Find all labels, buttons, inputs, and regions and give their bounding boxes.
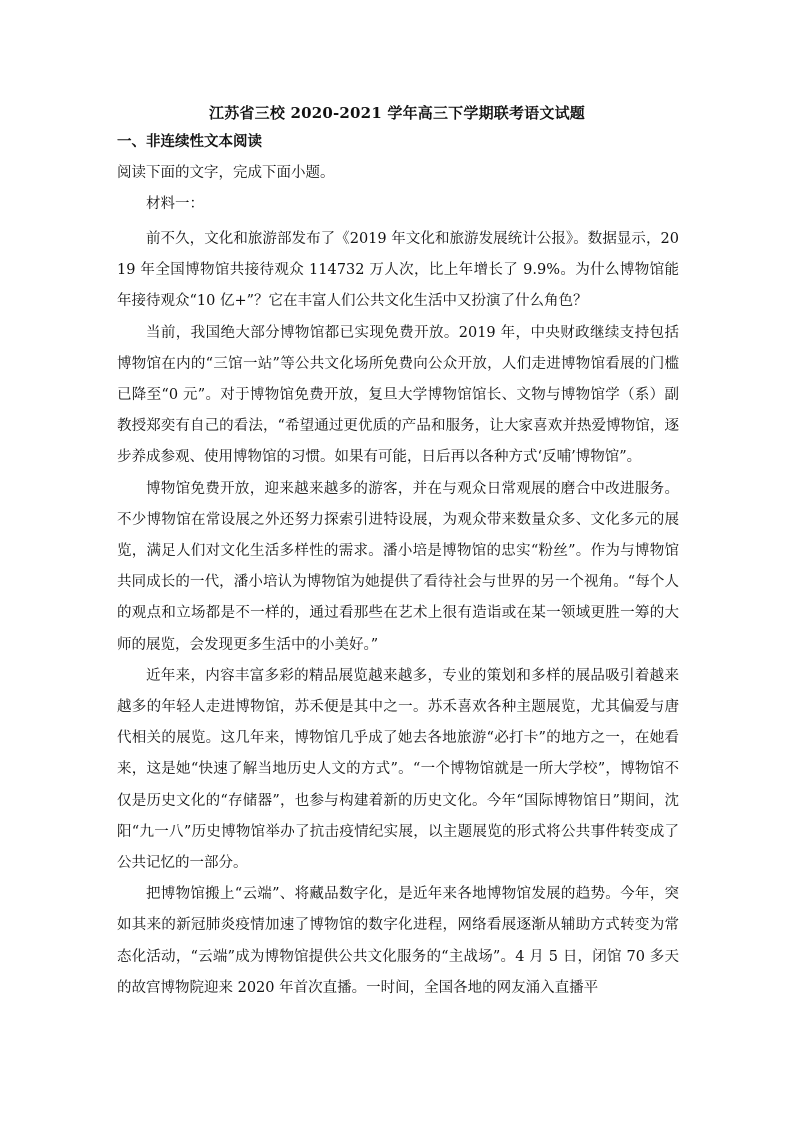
article-body: [117, 224, 679, 1004]
document-title: 江苏省三校 2020-2021 学年高三下学期联考语文试题: [209, 104, 585, 122]
material-label: 材料一：: [146, 196, 204, 212]
paragraph-3: 博物馆免费开放，迎来越来越多的游客，并在与观众日常观展的磨合中改进服务。不少博物馆在常设展之外还努力探索引进特设展，为观众带来数量众多、文化多元的展览，满足人们对文化生活多样性的需求。潘小培是博物馆的忠实“粉丝”。作为与博物馆共同成长的一代，潘小培认为博物馆为她提供了看待社会与世界的另一个视角。“每个人的观点和立场都是不一样的，通过看那些在艺术上很有造诣或在某一领域更胜一筹的大师的展览，会发现更多生活中的小美好。”: [117, 480, 679, 653]
paragraph-1: 前不久，文化和旅游部发布了《2019 年文化和旅游发展统计公报》。数据显示，2019 年全国博物馆共接待观众 114732 万人次，比上年增长了 9.9%。为什么博物馆能年接待观众“10 亿+”？它在丰富人们公共文化生活中又扮演了什么角色？: [117, 231, 679, 310]
paragraph-2: 当前，我国绝大部分博物馆都已实现免费开放。2019 年，中央财政继续支持包括博物馆在内的“三馆一站”等公共文化场所免费向公众开放，人们走进博物馆看展的门槛已降至“0 元”。对于博物馆免费开放，复旦大学博物馆馆长、文物与博物馆学（系）副教授郑奕有自己的看法，“希望通过更优质的产品和服务，让大家喜欢并热爱博物馆，逐步养成参观、使用博物馆的习惯。如果有可能，日后再以各种方式‘反哺’博物馆”。: [117, 324, 679, 466]
paragraph-5: 把博物馆搬上“云端”、将藏品数字化，是近年来各地博物馆发展的趋势。今年，突如其来的新冠肺炎疫情加速了博物馆的数字化进程，网络看展逐渐从辅助方式转变为常态化活动，“云端”成为博物馆提供公共文化服务的“主战场”。4 月 5 日，闭馆 70 多天的故宫博物院迎来 2020 年首次直播。一时间，全国各地的网友涌入直播平: [117, 886, 679, 996]
paragraph-4: 近年来，内容丰富多彩的精品展览越来越多，专业的策划和多样的展品吸引着越来越多的年轻人走进博物馆，苏禾便是其中之一。苏禾喜欢各种主题展览，尤其偏爱与唐代相关的展览。这几年来，博物馆几乎成了她去各地旅游“必打卡”的地方之一，在她看来，这是她“快速了解当地历史人文的方式”。“一个博物馆就是一所大学校”，博物馆不仅是历史文化的“存储器”，也参与构建着新的历史文化。今年“国际博物馆日”期间，沈阳“九一八”历史博物馆举办了抗击疫情纪实展，以主题展览的形式将公共事件转变成了公共记忆的一部分。: [117, 667, 679, 872]
section-heading: 一、非连续性文本阅读: [117, 133, 262, 150]
reading-instruction: 阅读下面的文字，完成下面小题。: [117, 165, 335, 181]
